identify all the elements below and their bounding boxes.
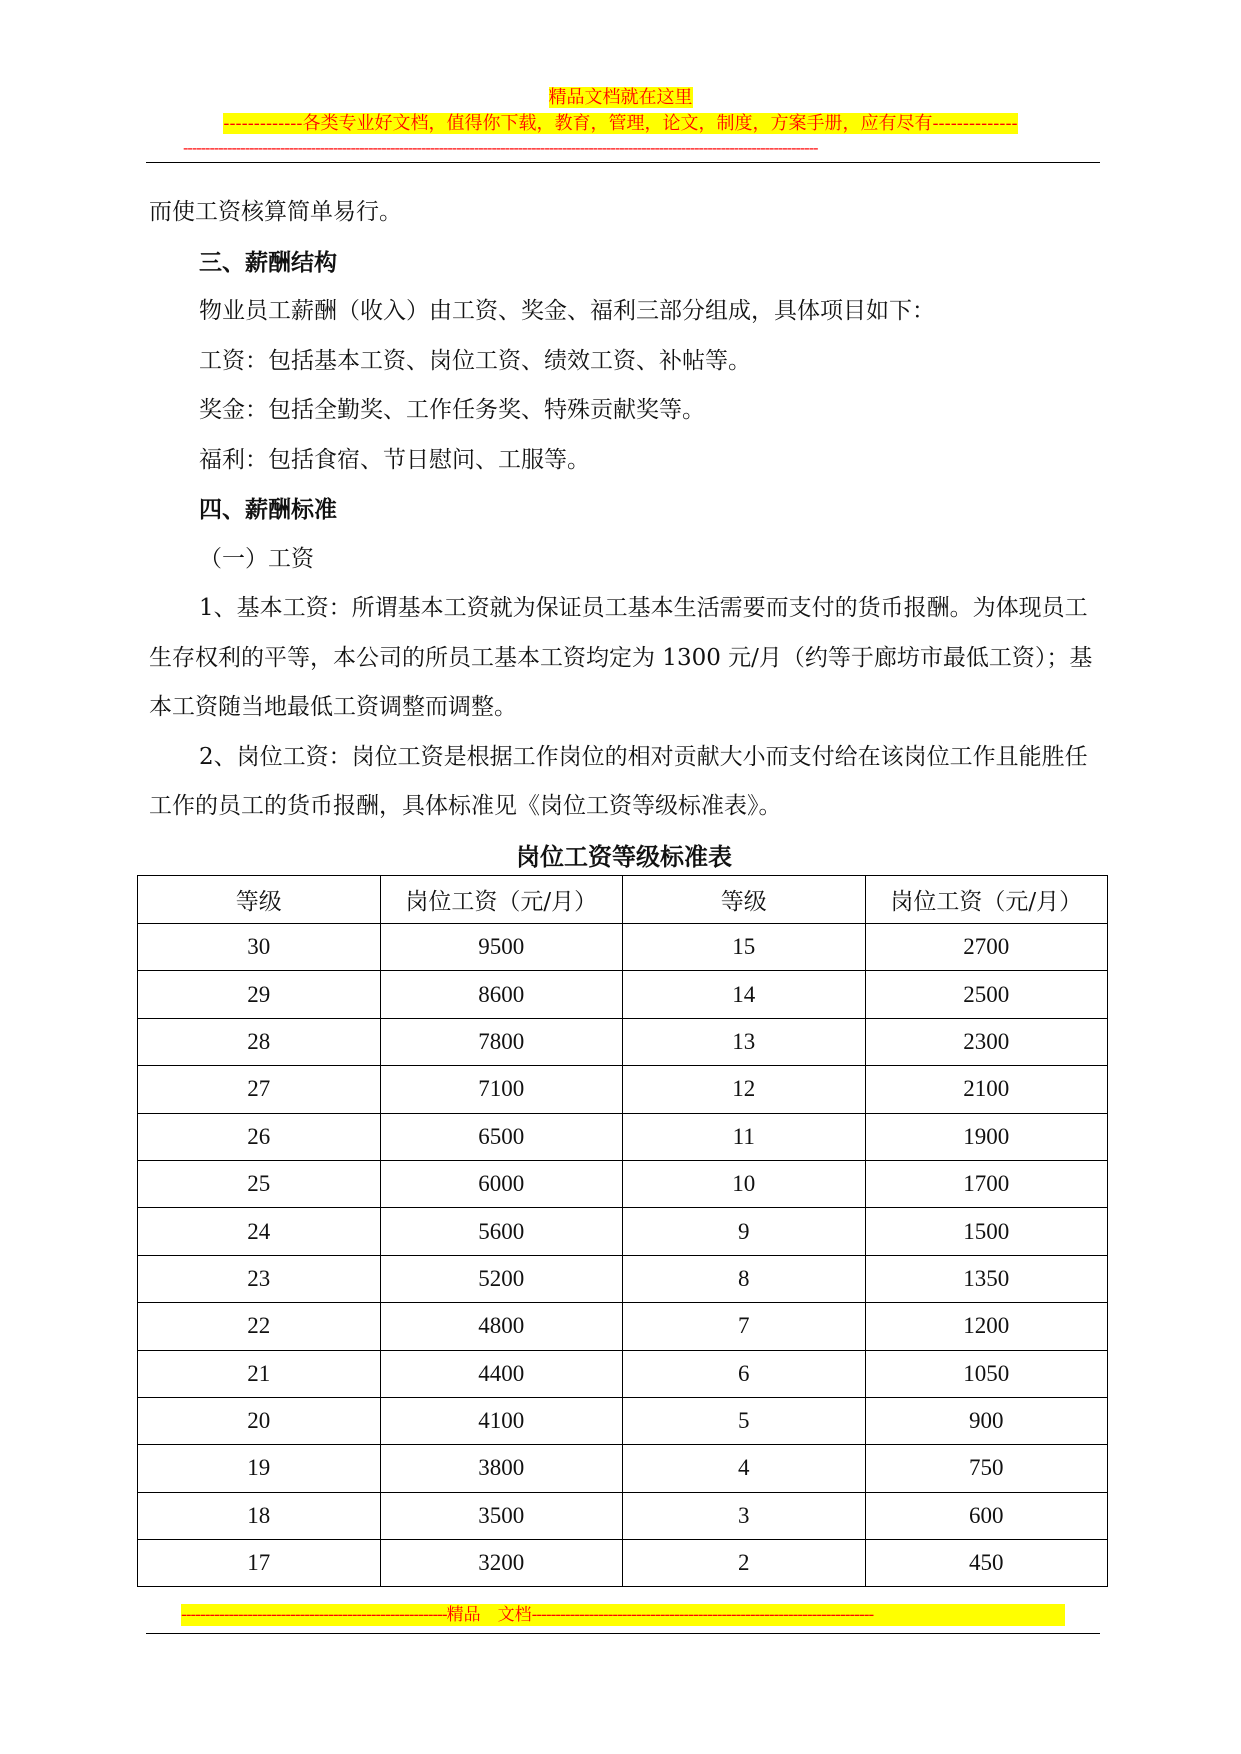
- heading-salary-standard: 四、薪酬标准: [199, 496, 337, 523]
- table-cell: 750: [865, 1445, 1108, 1492]
- table-cell: 30: [138, 924, 381, 971]
- table-cell: 600: [865, 1492, 1108, 1539]
- table-cell: 7100: [380, 1066, 623, 1113]
- table-cell: 3200: [380, 1540, 623, 1587]
- footer-dashes-right: ------------------------------------------------------------------------: [531, 1605, 874, 1625]
- paragraph-wages: 工资：包括基本工资、岗位工资、绩效工资、补帖等。: [199, 347, 751, 374]
- paragraph-welfare: 福利：包括食宿、节日慰问、工服等。: [199, 446, 590, 473]
- table-cell: 6: [623, 1350, 866, 1397]
- table-cell: 5200: [380, 1255, 623, 1302]
- table-row: [138, 1492, 1108, 1539]
- header-cell-grade: 等级: [623, 876, 866, 924]
- banner-title: [0, 86, 1241, 110]
- header-cell-wage: 岗位工资（元/月）: [380, 876, 623, 924]
- table-cell: 24: [138, 1208, 381, 1255]
- table-cell: 20: [138, 1397, 381, 1444]
- table-cell: 21: [138, 1350, 381, 1397]
- header-cell-wage: 岗位工资（元/月）: [865, 876, 1108, 924]
- table-cell: 11: [623, 1113, 866, 1160]
- table-cell: 9: [623, 1208, 866, 1255]
- table-cell: 13: [623, 1018, 866, 1065]
- table-cell: 28: [138, 1018, 381, 1065]
- banner-subtitle-text: -------------各类专业好文档，值得你下载，教育，管理，论文，制度，方案手册，应有尽有--------------: [223, 113, 1018, 134]
- table-cell: 450: [865, 1540, 1108, 1587]
- table-cell: 4400: [380, 1350, 623, 1397]
- table-cell: 15: [623, 924, 866, 971]
- table-cell: 25: [138, 1160, 381, 1207]
- header-rule: [146, 162, 1100, 163]
- footer-label: 精品 文档: [446, 1605, 532, 1625]
- banner-title-text: 精品文档就在这里: [548, 87, 693, 108]
- footer-dashes-left: --------------------------------------------------------: [181, 1605, 447, 1625]
- table-cell: 2500: [865, 971, 1108, 1018]
- table-row: [138, 1113, 1108, 1160]
- paragraph-continuation: 而使工资核算简单易行。: [149, 199, 402, 225]
- table-row: [138, 1350, 1108, 1397]
- header-cell-grade: 等级: [138, 876, 381, 924]
- table-cell: 1700: [865, 1160, 1108, 1207]
- position-wage-table: [137, 875, 1108, 1587]
- banner-dash-line: ------------------------------------------------------------------------------------------------------------------------------------------------: [183, 138, 818, 157]
- table-cell: 8: [623, 1255, 866, 1302]
- footer-banner: [181, 1604, 1065, 1626]
- table-cell: 2700: [865, 924, 1108, 971]
- table-cell: 4800: [380, 1303, 623, 1350]
- document-body: [149, 188, 1099, 882]
- table-cell: 2100: [865, 1066, 1108, 1113]
- table-cell: 4: [623, 1445, 866, 1492]
- table-cell: 7800: [380, 1018, 623, 1065]
- table-row: [138, 924, 1108, 971]
- table-cell: 19: [138, 1445, 381, 1492]
- table-cell: 22: [138, 1303, 381, 1350]
- table-cell: 14: [623, 971, 866, 1018]
- table-cell: 23: [138, 1255, 381, 1302]
- table-cell: 6500: [380, 1113, 623, 1160]
- footer-rule: [146, 1633, 1100, 1634]
- table-row: [138, 1160, 1108, 1207]
- table-cell: 2: [623, 1540, 866, 1587]
- table-cell: 3500: [380, 1492, 623, 1539]
- table-row: [138, 1445, 1108, 1492]
- table-row: [138, 1255, 1108, 1302]
- table-cell: 9500: [380, 924, 623, 971]
- table-cell: 4100: [380, 1397, 623, 1444]
- table-row: [138, 1208, 1108, 1255]
- table-cell: 18: [138, 1492, 381, 1539]
- table-caption: 岗位工资等级标准表: [516, 841, 732, 871]
- table-cell: 3800: [380, 1445, 623, 1492]
- table-cell: 10: [623, 1160, 866, 1207]
- table-cell: 2300: [865, 1018, 1108, 1065]
- table-cell: 27: [138, 1066, 381, 1113]
- table-row: [138, 1018, 1108, 1065]
- table-cell: 1350: [865, 1255, 1108, 1302]
- table-cell: 1900: [865, 1113, 1108, 1160]
- table-cell: 1050: [865, 1350, 1108, 1397]
- table-cell: 5: [623, 1397, 866, 1444]
- table-row: [138, 1303, 1108, 1350]
- table-row: [138, 1540, 1108, 1587]
- table-cell: 26: [138, 1113, 381, 1160]
- table-row: [138, 1397, 1108, 1444]
- table-row: [138, 971, 1108, 1018]
- paragraph-salary-composition: 物业员工薪酬（收入）由工资、奖金、福利三部分组成，具体项目如下：: [199, 298, 935, 324]
- table-cell: 1200: [865, 1303, 1108, 1350]
- table-header-row: [138, 876, 1108, 924]
- table-cell: 12: [623, 1066, 866, 1113]
- table-cell: 5600: [380, 1208, 623, 1255]
- table-cell: 3: [623, 1492, 866, 1539]
- paragraph-position-wage: 2、岗位工资：岗位工资是根据工作岗位的相对贡献大小而支付给在该岗位工作且能胜任工作的员工的货币报酬，具体标准见《岗位工资等级标准表》。: [149, 743, 1088, 819]
- table-cell: 29: [138, 971, 381, 1018]
- subheading-wages: （一）工资: [199, 545, 314, 572]
- paragraph-basic-wage: 1、基本工资：所谓基本工资就为保证员工基本生活需要而支付的货币报酬。为体现员工生存权利的平等，本公司的所员工基本工资均定为 1300 元/月（约等于廊坊市最低工资）；基本工资随当地最低工资调整而调整。: [149, 595, 1093, 720]
- banner-subtitle: [0, 112, 1241, 136]
- table-cell: 6000: [380, 1160, 623, 1207]
- table-cell: 1500: [865, 1208, 1108, 1255]
- table-cell: 17: [138, 1540, 381, 1587]
- heading-salary-structure: 三、薪酬结构: [199, 248, 337, 276]
- table-row: [138, 1066, 1108, 1113]
- table-cell: 8600: [380, 971, 623, 1018]
- paragraph-bonus: 奖金：包括全勤奖、工作任务奖、特殊贡献奖等。: [199, 397, 705, 423]
- table-cell: 7: [623, 1303, 866, 1350]
- table-cell: 900: [865, 1397, 1108, 1444]
